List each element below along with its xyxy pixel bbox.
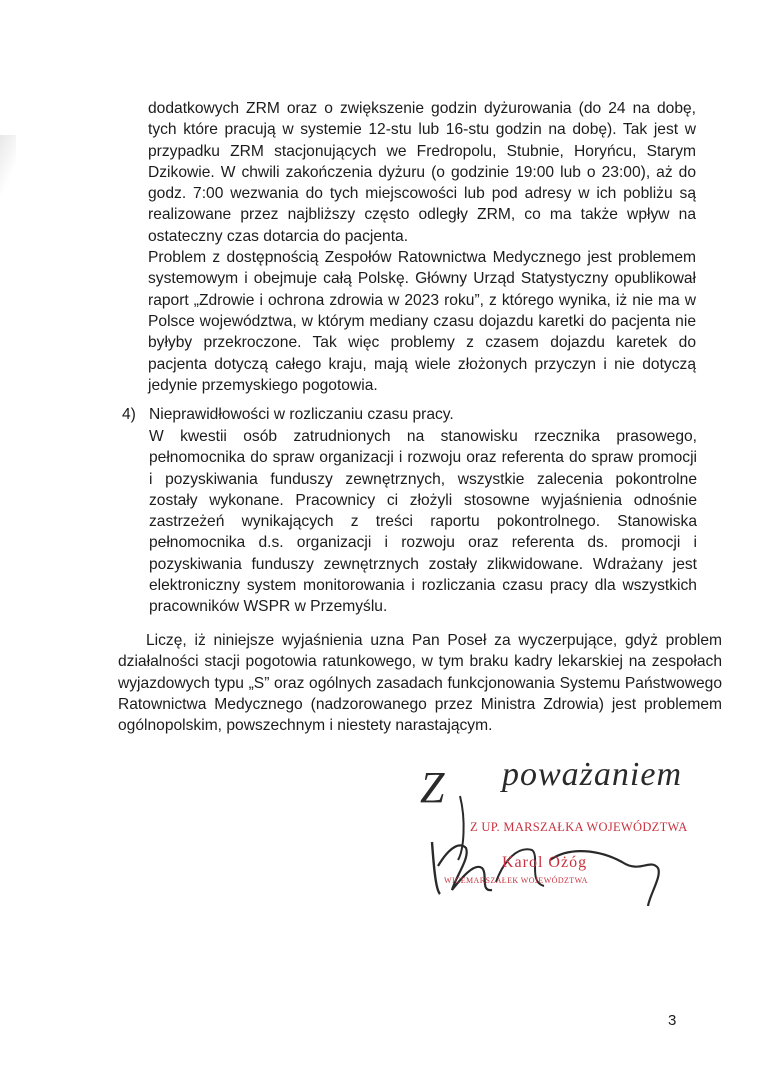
closing-paragraph (118, 630, 722, 736)
page-fold-shadow (0, 135, 16, 195)
signature-block (400, 750, 700, 910)
stamp-title: WICEMARSZAŁEK WOJEWÓDZTWA (444, 876, 588, 885)
list-item-body: W kwestii osób zatrudnionych na stanowisku rzecznika prasowego, pełnomocnika do spraw organizacji i rozwoju oraz referenta do spraw promocji i pozyskiwania funduszy zewnętrznych, wszystkie zalecenia pokontrolne zostały wykonane. Pracownicy ci złożyli stosowne wyjaśnienia odnośnie zastrzeżeń wynikających z treści raportu pokontrolnego. Stanowiska pełnomocnika d.s. organizacji i rozwoju oraz referenta ds. promocji i pozyskiwania funduszy zewnętrznych zostały zlikwidowane. Wdrażany jest elektroniczny system monitorowania i rozliczania czasu pracy dla wszystkich pracowników WSPR w Przemyślu. (149, 428, 697, 616)
list-item-heading: Nieprawidłowości w rozliczaniu czasu pracy. (149, 406, 454, 423)
paragraph-zrm-hours: dodatkowych ZRM oraz o zwiększenie godzin dyżurowania (do 24 na dobę, tych które pracują w systemie 12-stu lub 16-stu godzin na dobę). Tak jest w przypadku ZRM stacjonujących we Fredropolu, Stubnie, Horyńcu, Starym Dzikowie. W chwili zakończenia dyżuru (o godzinie 19:00 lub o 23:00), aż do godz. 7:00 wezwania do tych miejscowości lub pod adresy w ich pobliżu są realizowane przez najbliższy często odległy ZRM, co ma także wpływ na ostateczny czas dotarcia do pacjenta. (148, 100, 696, 245)
list-item-number: 4) (122, 406, 136, 423)
paragraph-zrm-availability: Problem z dostępnością Zespołów Ratownictwa Medycznego jest problemem systemowym i obejmuje całą Polskę. Główny Urząd Statystyczny opublikował raport „Zdrowie i ochrona zdrowia w 2023 roku”, z którego wynika, iż nie ma w Polsce województwa, w którym mediany czasu dojazdu karetki do pacjenta nie byłyby przekroczone. Tak więc problemy z czasem dojazdu karetek do pacjenta dotyczą całego kraju, mają wiele złożonych przyczyn i nie dotyczą jedynie przemyskiego pogotowia. (148, 249, 696, 394)
handwritten-greeting: poważaniem (502, 756, 682, 793)
stamp-name: Karol Ożóg (502, 854, 588, 871)
stamp-authority-line: Z UP. MARSZAŁKA WOJEWÓDZTWA (470, 820, 688, 834)
paragraph-block-zrm (148, 98, 696, 396)
handwritten-z: Z (420, 763, 445, 812)
page-number: 3 (668, 1012, 677, 1029)
closing-text: Liczę, iż niniejsze wyjaśnienia uzna Pan Poseł za wyczerpujące, gdyż problem działalności stacji pogotowia ratunkowego, w tym braku kadry lekarskiej na zespołach wyjazdowych typu „S” oraz ogólnych zasadach funkcjonowania Systemu Państwowego Ratownictwa Medycznego (nadzorowanego przez Ministra Zdrowia) jest problemem ogólnopolskim, powszechnym i niestety narastającym. (118, 632, 722, 735)
